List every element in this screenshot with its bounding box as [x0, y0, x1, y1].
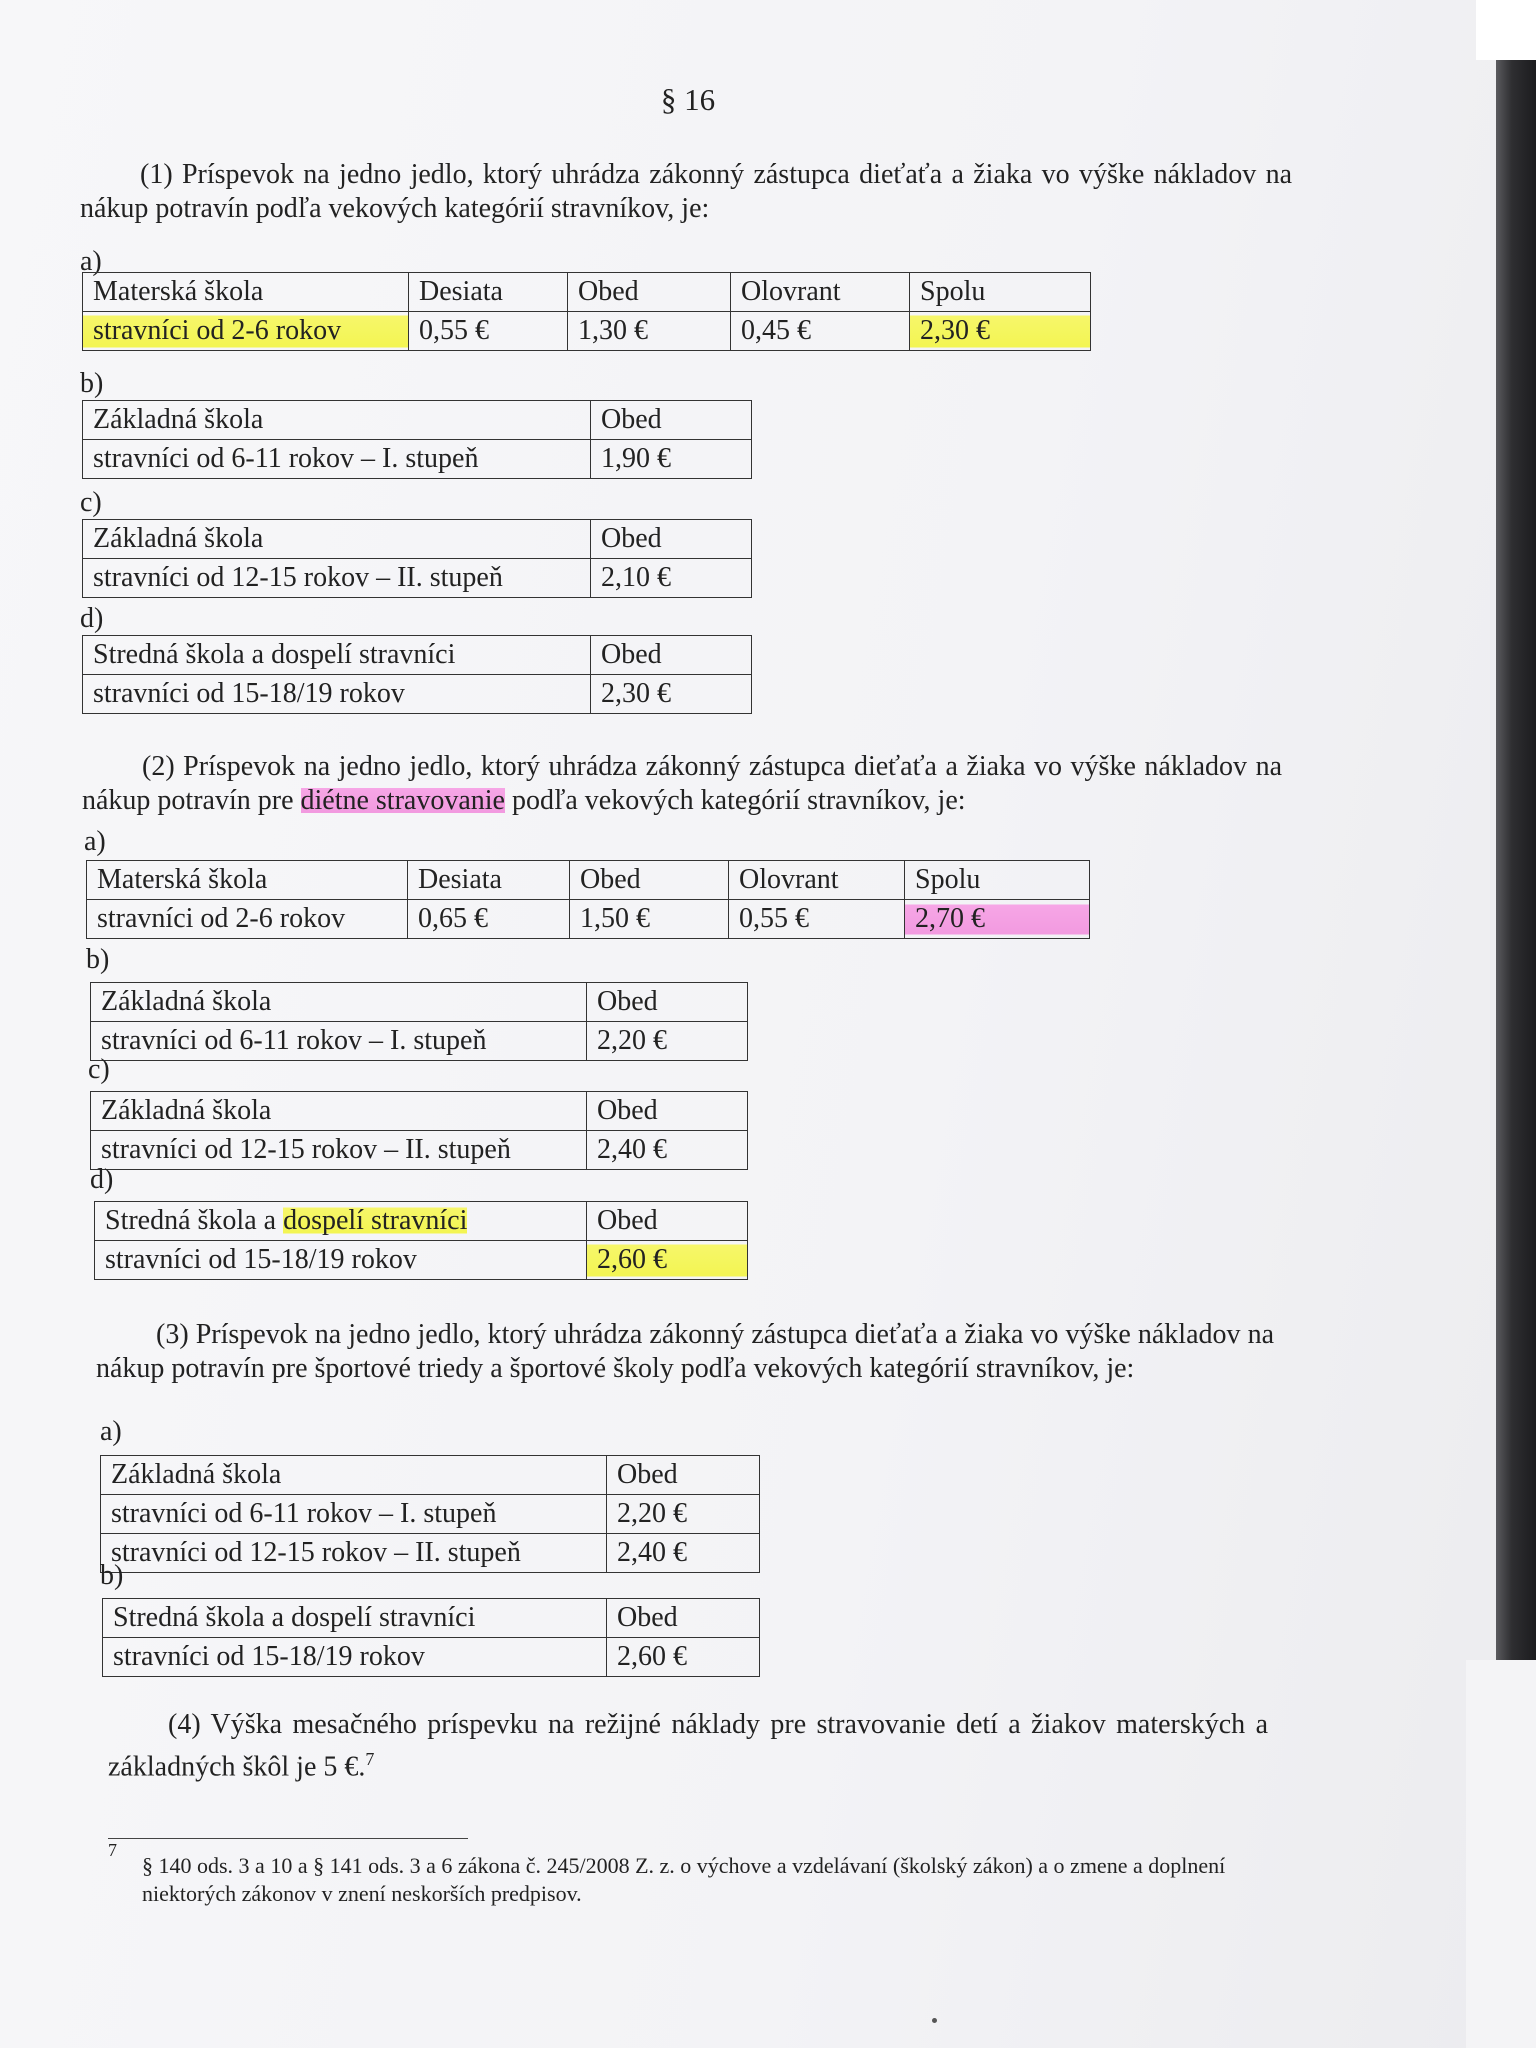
row-label: stravníci od 6-11 rokov – I. stupeň	[101, 1495, 607, 1534]
paragraph-3	[96, 1318, 1274, 1386]
table-header-row	[83, 520, 752, 559]
value-cell: 1,90 €	[591, 440, 752, 479]
value-cell: 2,30 €	[591, 675, 752, 714]
table-header-row	[91, 983, 748, 1022]
paragraph-2-text: (2) Príspevok na jedno jedlo, ktorý uhrádza zákonný zástupca dieťaťa a žiaka vo výške nákladov na nákup potravín pre	[82, 751, 1282, 816]
table-3a	[100, 1455, 760, 1573]
row-label: stravníci od 12-15 rokov – II. stupeň	[101, 1534, 607, 1573]
header-cell: Stredná škola a dospelí stravníci	[83, 636, 591, 675]
value-cell: 2,10 €	[591, 559, 752, 598]
header-cell: Základná škola	[83, 401, 591, 440]
header-cell: Základná škola	[91, 1092, 587, 1131]
item-letter-3a: a)	[100, 1416, 122, 1447]
table-row	[91, 1131, 748, 1170]
paragraph-1-text: (1) Príspevok na jedno jedlo, ktorý uhrádza zákonný zástupca dieťaťa a žiaka vo výške nákladov na nákup potravín podľa vekových kategórií stravníkov, je:	[80, 159, 1292, 224]
table-header-row	[101, 1456, 760, 1495]
value-cell: 2,20 €	[587, 1022, 748, 1061]
item-letter-2b: b)	[86, 944, 110, 975]
header-cell	[95, 1202, 587, 1241]
row-label: stravníci od 12-15 rokov – II. stupeň	[83, 559, 591, 598]
table-header-row	[83, 636, 752, 675]
table-header-row	[87, 861, 1090, 900]
highlighted-diet-text: diétne stravovanie	[300, 785, 505, 816]
row-label-highlighted: stravníci od 2-6 rokov	[83, 312, 409, 351]
row-label: stravníci od 15-18/19 rokov	[103, 1638, 607, 1677]
table-2a	[86, 860, 1090, 939]
header-cell: Materská škola	[83, 273, 409, 312]
paragraph-4	[108, 1708, 1268, 1784]
header-cell: Materská škola	[87, 861, 408, 900]
table-1a	[82, 272, 1091, 351]
table-header-row	[83, 401, 752, 440]
value-cell: 2,40 €	[607, 1534, 760, 1573]
header-cell: Základná škola	[83, 520, 591, 559]
value-cell: 0,45 €	[731, 312, 910, 351]
total-cell-highlighted: 2,70 €	[905, 900, 1090, 939]
paragraph-1	[80, 158, 1292, 226]
header-cell: Obed	[607, 1456, 760, 1495]
header-cell: Olovrant	[729, 861, 905, 900]
value-cell: 2,40 €	[587, 1131, 748, 1170]
value-cell: 2,20 €	[607, 1495, 760, 1534]
table-row	[83, 312, 1091, 351]
row-label: stravníci od 15-18/19 rokov	[95, 1241, 587, 1280]
row-label: stravníci od 2-6 rokov	[87, 900, 408, 939]
header-cell: Olovrant	[731, 273, 910, 312]
item-letter-1c: c)	[80, 487, 102, 518]
header-cell: Obed	[591, 401, 752, 440]
item-letter-3b: b)	[100, 1560, 124, 1591]
item-letter-2a: a)	[84, 826, 106, 857]
item-letter-1b: b)	[80, 368, 104, 399]
row-label: stravníci od 6-11 rokov – I. stupeň	[83, 440, 591, 479]
paragraph-2	[82, 750, 1282, 818]
header-text: Stredná škola a	[105, 1205, 284, 1236]
table-row	[95, 1241, 748, 1280]
table-2d	[94, 1201, 748, 1280]
header-cell: Desiata	[408, 861, 570, 900]
header-cell: Stredná škola a dospelí stravníci	[103, 1599, 607, 1638]
table-row	[83, 559, 752, 598]
footnote-separator	[108, 1838, 468, 1839]
value-cell: 2,60 €	[607, 1638, 760, 1677]
header-cell: Obed	[587, 1092, 748, 1131]
header-cell: Základná škola	[101, 1456, 607, 1495]
table-header-row	[95, 1202, 748, 1241]
paragraph-2-text-end: podľa vekových kategórií stravníkov, je:	[504, 785, 966, 816]
value-cell-highlighted: 2,60 €	[587, 1241, 748, 1280]
value-cell: 0,65 €	[408, 900, 570, 939]
value-cell: 0,55 €	[409, 312, 568, 351]
header-cell: Obed	[607, 1599, 760, 1638]
table-1d	[82, 635, 752, 714]
row-label: stravníci od 6-11 rokov – I. stupeň	[91, 1022, 587, 1061]
background-corner-top	[1476, 0, 1536, 60]
header-cell: Obed	[591, 636, 752, 675]
table-row	[101, 1534, 760, 1573]
row-label: stravníci od 15-18/19 rokov	[83, 675, 591, 714]
item-letter-2d: d)	[90, 1164, 114, 1195]
item-letter-1d: d)	[80, 603, 104, 634]
value-cell: 1,50 €	[570, 900, 729, 939]
footnote-reference: 7	[365, 1749, 375, 1769]
table-2c	[90, 1091, 748, 1170]
table-header-row	[91, 1092, 748, 1131]
table-1c	[82, 519, 752, 598]
table-row	[87, 900, 1090, 939]
value-cell: 0,55 €	[729, 900, 905, 939]
table-row	[91, 1022, 748, 1061]
item-letter-1a: a)	[80, 246, 102, 277]
table-row	[83, 440, 752, 479]
item-letter-2c: c)	[88, 1054, 110, 1085]
header-cell: Základná škola	[91, 983, 587, 1022]
table-row	[103, 1638, 760, 1677]
paragraph-3-text: (3) Príspevok na jedno jedlo, ktorý uhrádza zákonný zástupca dieťaťa a žiaka vo výške nákladov na nákup potravín pre športové triedy a športové školy podľa vekových kategórií stravníkov, je:	[96, 1319, 1274, 1384]
header-cell: Obed	[587, 1202, 748, 1241]
table-2b	[90, 982, 748, 1061]
header-cell: Obed	[570, 861, 729, 900]
highlighted-adult-text: dospelí stravníci	[283, 1205, 468, 1236]
footnote-text: § 140 ods. 3 a 10 a § 141 ods. 3 a 6 zákona č. 245/2008 Z. z. o výchove a vzdelávaní (školský zákon) a o zmene a doplnení niektorých zákonov v znení neskorších predpisov.	[142, 1853, 1226, 1906]
footnote-number: 7	[108, 1840, 117, 1860]
table-row	[83, 675, 752, 714]
table-row	[101, 1495, 760, 1534]
background-corner-bottom	[1466, 1660, 1536, 2048]
row-label: stravníci od 12-15 rokov – II. stupeň	[91, 1131, 587, 1170]
total-cell-highlighted: 2,30 €	[910, 312, 1091, 351]
header-cell: Desiata	[409, 273, 568, 312]
header-cell: Spolu	[910, 273, 1091, 312]
header-cell: Obed	[568, 273, 731, 312]
value-cell: 1,30 €	[568, 312, 731, 351]
table-header-row	[83, 273, 1091, 312]
table-1b	[82, 400, 752, 479]
paragraph-4-text: (4) Výška mesačného príspevku na režijné náklady pre stravovanie detí a žiakov materských a základných škôl je 5 €.	[108, 1709, 1268, 1783]
table-3b	[102, 1598, 760, 1677]
table-header-row	[103, 1599, 760, 1638]
header-cell: Obed	[591, 520, 752, 559]
section-heading: § 16	[660, 82, 716, 117]
header-cell: Spolu	[905, 861, 1090, 900]
page-speck	[932, 2018, 937, 2023]
header-cell: Obed	[587, 983, 748, 1022]
